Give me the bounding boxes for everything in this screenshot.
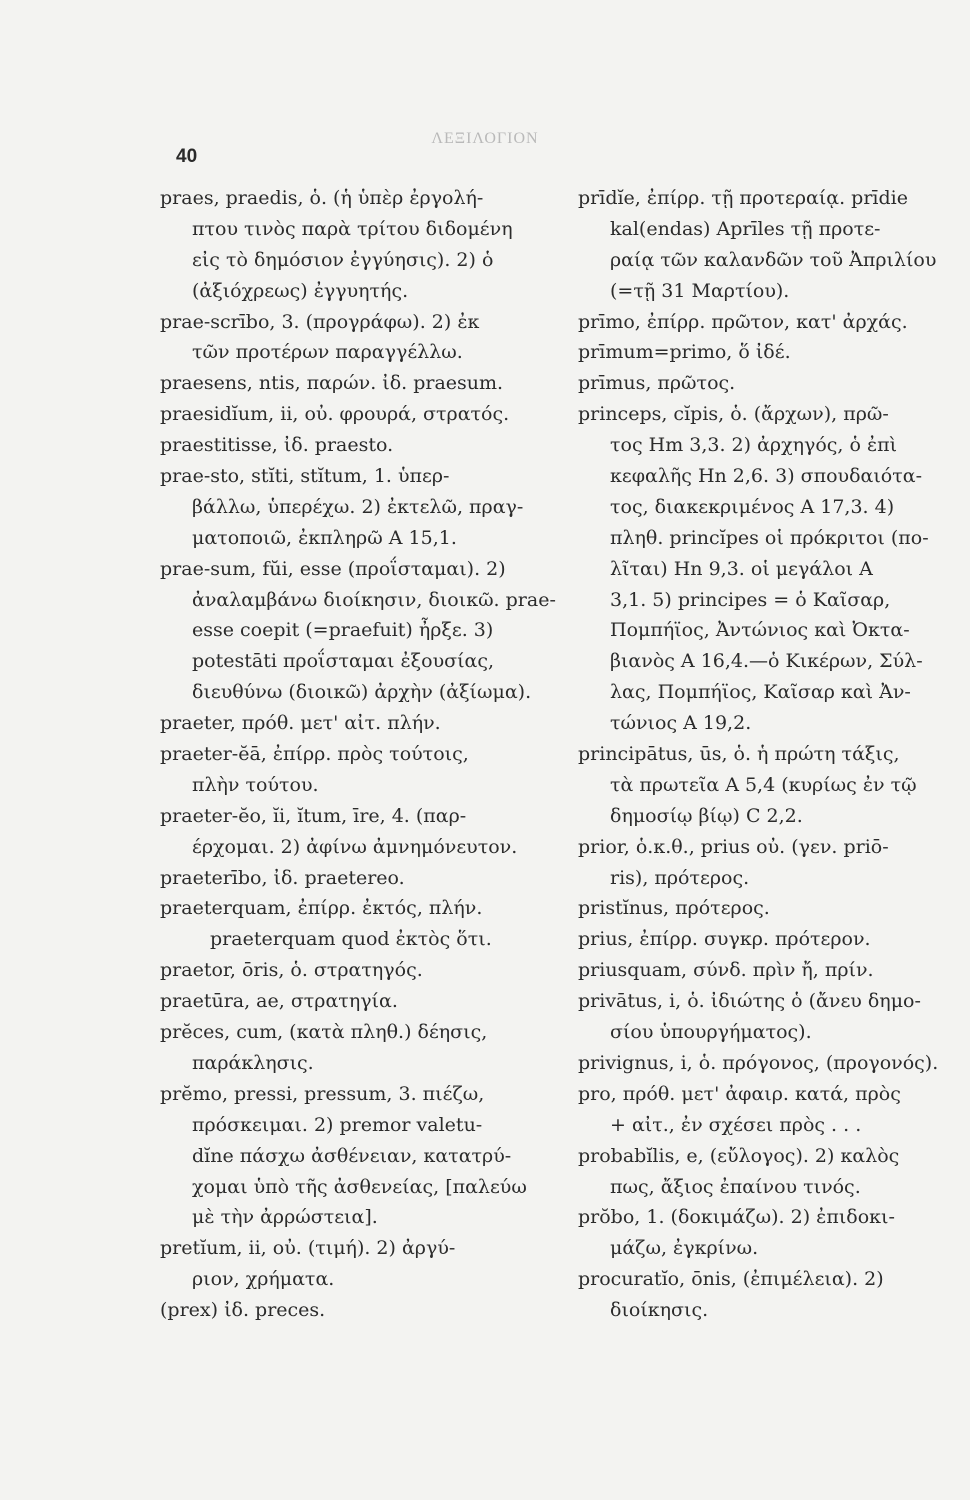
dictionary-line: praeter, πρόθ. μετ' αἰτ. πλήν. [160, 712, 441, 735]
dictionary-line: χομαι ὑπὸ τῆς ἀσθενείας, [παλεύω [192, 1175, 527, 1198]
dictionary-line: (prex) ἰδ. preces. [160, 1299, 326, 1322]
dictionary-line: διοίκησις. [610, 1299, 709, 1322]
dictionary-line: prīmum=primo, ὅ ἰδέ. [578, 341, 791, 364]
dictionary-line: prŏbo, 1. (δοκιμάζω). 2) ἐπιδοκι- [578, 1206, 895, 1229]
dictionary-line: privātus, i, ὁ. ἰδιώτης ὁ (ἄνευ δημο- [578, 990, 921, 1013]
dictionary-line: praes, praedis, ὁ. (ἡ ὑπὲρ ἐργολή- [160, 187, 484, 209]
dictionary-line: prĕmo, pressi, pressum, 3. πιέζω, [160, 1082, 485, 1105]
dictionary-line: praeter-ĕā, ἐπίρρ. πρὸς τούτοις, [160, 743, 469, 766]
dictionary-line: εἰς τὸ δημόσιον ἐγγύησις). 2) ὁ [192, 248, 494, 271]
dictionary-line: esse coepit (=praefuit) ἦρξε. 3) [192, 619, 494, 642]
dictionary-line: δημοσίῳ βίῳ) C 2,2. [610, 804, 803, 827]
dictionary-line: λας, Πομπήϊος, Καῖσαρ καὶ Ἀν- [610, 681, 911, 704]
dictionary-line: praetor, ōris, ὁ. στρατηγός. [160, 959, 423, 982]
running-head: ΛΕΞΙΛΟΓΙΟΝ [431, 130, 539, 147]
dictionary-line: τος, διακεκριμένος A 17,3. 4) [610, 495, 895, 518]
dictionary-line: praeterquam, ἐπίρρ. ἐκτός, πλήν. [160, 897, 483, 920]
dictionary-line: prius, ἐπίρρ. συγκρ. πρότερον. [578, 928, 871, 951]
dictionary-line: praesens, ntis, παρών. ἰδ. praesum. [160, 372, 504, 395]
dictionary-line: prae-scrībo, 3. (προγράφω). 2) ἐκ [160, 310, 480, 333]
dictionary-line: prĕces, cum, (κατὰ πληθ.) δέησις, [160, 1021, 488, 1044]
dictionary-line: πληθ. princĭpes οἱ πρόκριτοι (πο- [610, 526, 929, 549]
dictionary-line: 3,1. 5) principes = ὁ Καῖσαρ, [610, 588, 891, 611]
dictionary-line: pristĭnus, πρότερος. [578, 897, 770, 920]
dictionary-line: (ἀξιόχρεως) ἐγγυητής. [192, 279, 409, 302]
dictionary-line: ματοποιῶ, ἐκπληρῶ A 15,1. [192, 526, 457, 549]
dictionary-line: praeterquam quod ἐκτὸς ὅτι. [210, 928, 492, 951]
dictionary-line: ραίᾳ τῶν καλανδῶν τοῦ Ἀπριλίου [610, 248, 937, 271]
dictionary-line: prīdĭe, ἐπίρρ. τῇ προτεραίᾳ. prīdie [578, 187, 908, 209]
dictionary-line: τῶν προτέρων παραγγέλλω. [192, 341, 463, 364]
dictionary-line: σίου ὑπουργήματος). [610, 1021, 812, 1044]
dictionary-line: διευθύνω (διοικῶ) ἀρχὴν (ἀξίωμα). [192, 681, 532, 704]
dictionary-line: probabĭlis, e, (εὔλογος). 2) καλὸς [578, 1144, 900, 1167]
dictionary-line: pro, πρόθ. μετ' ἀφαιρ. κατά, πρὸς [578, 1082, 901, 1105]
dictionary-line: prior, ὁ.κ.θ., prius οὐ. (γεν. priō- [578, 835, 889, 858]
dictionary-line: praetūra, ae, στρατηγία. [160, 990, 398, 1013]
dictionary-line: λῖται) Hn 9,3. οἱ μεγάλοι A [610, 557, 873, 580]
dictionary-line: τώνιος A 19,2. [610, 712, 752, 735]
dictionary-line: πλὴν τούτου. [192, 773, 319, 796]
dictionary-line: πτου τινὸς παρὰ τρίτου διδομένη [192, 217, 513, 240]
dictionary-line: praeter-ĕo, ĭi, ĭtum, īre, 4. (παρ- [160, 804, 467, 827]
dictionary-line: procuratĭo, ōnis, (ἐπιμέλεια). 2) [578, 1268, 884, 1291]
dictionary-line: prae-sum, fŭi, esse (προΐσταμαι). 2) [160, 557, 506, 580]
left-column [160, 183, 560, 1326]
dictionary-line: έρχομαι. 2) ἀφίνω ἀμνημόνευτον. [192, 835, 518, 858]
dictionary-line: priusquam, σύνδ. πρὶν ἤ, πρίν. [578, 959, 874, 982]
dictionary-line: + αἰτ., ἐν σχέσει πρὸς . . . [610, 1113, 862, 1136]
dictionary-line: παράκλησις. [192, 1051, 314, 1074]
dictionary-line: praestitisse, ἰδ. praesto. [160, 434, 394, 457]
dictionary-line: ριον, χρήματα. [192, 1268, 335, 1291]
dictionary-line: potestāti προΐσταμαι ἐξουσίας, [192, 650, 495, 673]
dictionary-line: kal(endas) Aprīles τῇ προτε- [610, 217, 881, 240]
right-column [578, 183, 958, 1326]
dictionary-line: βάλλω, ὑπερέχω. 2) ἐκτελῶ, πραγ- [192, 495, 524, 518]
dictionary-line: principātus, ūs, ὁ. ἡ πρώτη τάξις, [578, 743, 900, 766]
dictionary-line: κεφαλῆς Hn 2,6. 3) σπουδαιότα- [610, 465, 923, 488]
dictionary-line: pretĭum, ii, οὐ. (τιμή). 2) ἀργύ- [160, 1237, 456, 1260]
dictionary-line: Πομπήϊος, Ἀντώνιος καὶ Ὀκτα- [610, 619, 910, 642]
dictionary-line: dĭne πάσχω ἀσθένειαν, κατατρύ- [192, 1144, 512, 1167]
dictionary-line: τος Hm 3,3. 2) ἀρχηγός, ὁ ἐπὶ [610, 434, 898, 457]
dictionary-line: praesidĭum, ii, οὐ. φρουρά, στρατός. [160, 403, 510, 426]
dictionary-line: μάζω, ἐγκρίνω. [610, 1237, 759, 1260]
dictionary-line: prae-sto, stĭti, stĭtum, 1. ὑπερ- [160, 465, 450, 488]
dictionary-line: prīmus, πρῶτος. [578, 372, 736, 395]
page-number: 40 [176, 146, 198, 167]
dictionary-line: τὰ πρωτεῖα A 5,4 (κυρίως ἐν τῷ [610, 773, 917, 796]
dictionary-line: μὲ τὴν ἀρρώστεια]. [192, 1206, 378, 1229]
dictionary-line: princeps, cĭpis, ὁ. (ἄρχων), πρῶ- [578, 403, 889, 426]
dictionary-line: praeterībo, ἰδ. praetereo. [160, 866, 405, 889]
dictionary-line: (=τῇ 31 Μαρτίου). [610, 279, 790, 302]
dictionary-line: πρόσκειμαι. 2) premor valetu- [192, 1113, 483, 1136]
dictionary-line: ἀναλαμβάνω διοίκησιν, διοικῶ. prae- [192, 588, 556, 611]
dictionary-line: βιανὸς A 16,4.—ὁ Κικέρων, Σύλ- [610, 650, 923, 673]
dictionary-line: prīmo, ἐπίρρ. πρῶτον, κατ' ἀρχάς. [578, 310, 908, 333]
dictionary-line: privignus, i, ὁ. πρόγονος, (προγονός). [578, 1051, 939, 1074]
dictionary-line: πως, ἄξιος ἐπαίνου τινός. [610, 1175, 861, 1198]
dictionary-line: ris), πρότερος. [610, 866, 750, 889]
